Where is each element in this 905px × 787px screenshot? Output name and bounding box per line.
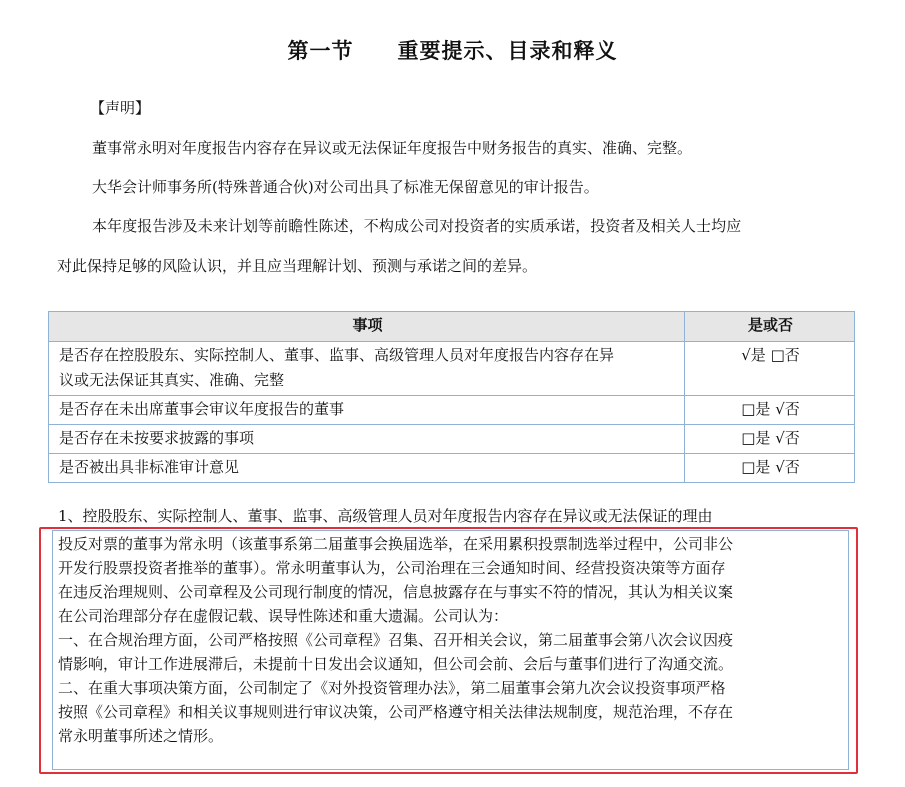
reason-line: 开发行股票投资者推举的董事）。常永明董事认为，公司治理在三会通知时间、经营投资决策等方面存 (58, 559, 726, 577)
reason-line: 一、在合规治理方面，公司严格按照《公司章程》召集、召开相关会议，第二届董事会第八次会议因疫 (58, 631, 734, 649)
answer-cell: □是 √否 (685, 454, 855, 483)
table-row (49, 396, 855, 425)
highlight-frame (39, 527, 858, 774)
statement-paragraph-3-line-1: 本年度报告涉及未来计划等前瞻性陈述，不构成公司对投资者的实质承诺，投资者及相关人士均应 (92, 217, 742, 235)
table-header-row (49, 312, 855, 342)
reason-line: 情影响，审计工作进展滞后，未提前十日发出会议通知，但公司会前、会后与董事们进行了沟通交流。 (58, 655, 734, 673)
reason-line: 在公司治理部分存在虚假记载、误导性陈述和重大遗漏。公司认为： (58, 607, 509, 625)
table-row (49, 425, 855, 454)
header-item: 事项 (49, 312, 685, 342)
answer-cell: □是 √否 (685, 396, 855, 425)
table-row (49, 342, 855, 396)
notice-label: 【声明】 (90, 99, 151, 117)
item-text-line-2: 议或无法保证其真实、准确、完整 (59, 371, 285, 389)
answer-cell: √是 □否 (685, 342, 855, 396)
statement-paragraph-3-line-2: 对此保持足够的风险认识，并且应当理解计划、预测与承诺之间的差异。 (57, 257, 538, 275)
header-yes-no: 是或否 (685, 312, 855, 342)
reason-heading: 1、控股股东、实际控制人、董事、监事、高级管理人员对年度报告内容存在异议或无法保证的理由 (58, 507, 713, 525)
statement-paragraph-1: 董事常永明对年度报告内容存在异议或无法保证年度报告中财务报告的真实、准确、完整。 (92, 139, 693, 157)
item-text-line-1: 是否存在控股股东、实际控制人、董事、监事、高级管理人员对年度报告内容存在异 (59, 346, 615, 364)
answer-cell: □是 √否 (685, 425, 855, 454)
reason-line: 在违反治理规则、公司章程及公司现行制度的情况，信息披露存在与事实不符的情况，其认为相关议案 (58, 583, 734, 601)
item-cell: 是否被出具非标准审计意见 (49, 454, 685, 483)
reason-line: 投反对票的董事为常永明（该董事系第二届董事会换届选举，在采用累积投票制选举过程中，公司非公 (58, 535, 734, 553)
section-title: 第一节 重要提示、目录和释义 (287, 39, 618, 63)
item-cell: 是否存在未出席董事会审议年度报告的董事 (49, 396, 685, 425)
table-row (49, 454, 855, 483)
statement-paragraph-2: 大华会计师事务所(特殊普通合伙)对公司出具了标准无保留意见的审计报告。 (92, 178, 599, 196)
reason-line: 按照《公司章程》和相关议事规则进行审议决策，公司严格遵守相关法律法规制度，规范治理，不存在 (58, 703, 734, 721)
items-table (48, 311, 855, 483)
item-cell: 是否存在未按要求披露的事项 (49, 425, 685, 454)
reason-line: 二、在重大事项决策方面，公司制定了《对外投资管理办法》，第二届董事会第九次会议投资事项严格 (58, 679, 726, 697)
item-cell (49, 342, 685, 396)
reason-line: 常永明董事所述之情形。 (58, 727, 224, 745)
